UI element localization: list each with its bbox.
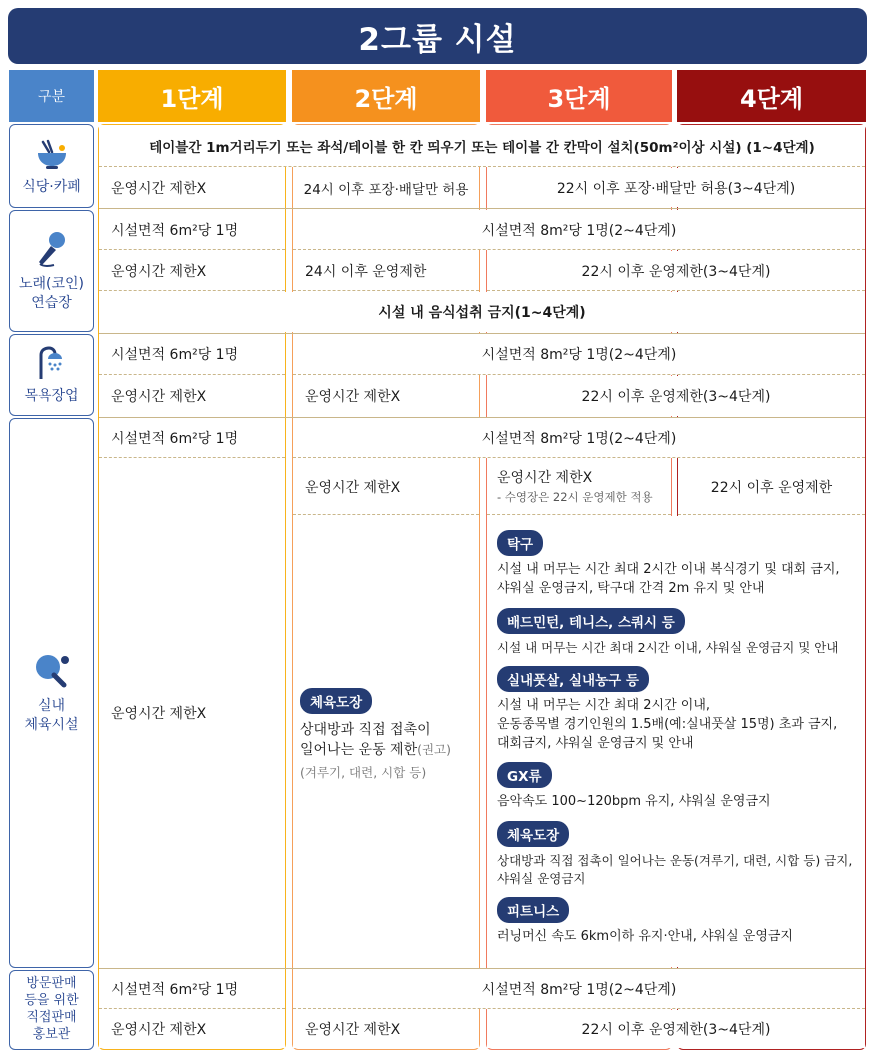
category-sales (9, 970, 94, 1050)
sports-hours-stage-3 (487, 459, 671, 515)
karaoke-hours-stage-2: 24시 이후 운영제한 (293, 251, 479, 291)
header-stage-2: 2단계 (292, 70, 480, 122)
karaoke-hours-stage-34: 22시 이후 운영제한(3~4단계) (487, 251, 865, 291)
category-bath (9, 334, 94, 416)
sports-hours-stage-1: 운영시간 제한X (99, 459, 285, 967)
karaoke-area-stage-24: 시설면적 8m²당 1명(2~4단계) (293, 210, 865, 250)
sports-item (497, 666, 865, 754)
sports-hours-stage-4: 22시 이후 운영제한 (678, 459, 865, 515)
sports-hours-stage-2: 운영시간 제한X (293, 459, 479, 515)
microphone-icon (34, 229, 70, 269)
cafe-hours-stage-2: 24시 이후 포장·배달만 허용 (293, 168, 479, 207)
sports-item (497, 530, 865, 599)
karaoke-hours-stage-1: 운영시간 제한X (99, 251, 285, 291)
category-karaoke (9, 210, 94, 332)
sports-item-text: 러닝머신 속도 6km이하 유지·안내, 샤워실 운영금지 (497, 929, 793, 945)
ping-pong-icon (32, 651, 72, 691)
sports-item (497, 608, 865, 657)
sports-item-badge: 피트니스 (497, 897, 569, 923)
karaoke-food-ban: 시설 내 음식섭취 금지(1~4단계) (99, 292, 865, 332)
sales-area-stage-24: 시설면적 8m²당 1명(2~4단계) (293, 969, 865, 1009)
sports-item-text: 음악속도 100~120bpm 유지, 샤워실 운영금지 (497, 794, 771, 810)
bath-area-stage-24: 시설면적 8m²당 1명(2~4단계) (293, 334, 865, 375)
header-gubun: 구분 (9, 70, 94, 122)
sports-stage-2-badge: 체육도장 (300, 688, 372, 714)
sports-item-badge: 탁구 (497, 530, 543, 556)
food-bowl-icon (34, 136, 70, 172)
sports-item-badge: GX류 (497, 762, 552, 788)
sports-area-stage-24: 시설면적 8m²당 1명(2~4단계) (293, 418, 865, 458)
bath-hours-stage-34: 22시 이후 운영제한(3~4단계) (487, 376, 865, 416)
shower-icon (35, 345, 69, 381)
sports-item-badge: 실내풋살, 실내농구 등 (497, 666, 649, 692)
sports-item-badge: 체육도장 (497, 821, 569, 847)
sports-area-stage-1: 시설면적 6m²당 1명 (99, 418, 285, 458)
sports-item-text: 시설 내 머무는 시간 최대 2시간 이내, 운동종목별 경기인원의 1.5배(예:실내풋살 15명) 초과 금지, 대회금지, 샤워실 운영금지 및 안내 (497, 697, 838, 751)
sales-hours-stage-1: 운영시간 제한X (99, 1010, 285, 1048)
category-karaoke-label: 노래(코인) 연습장 (18, 276, 85, 311)
sports-stage-2-text-main: 상대방과 직접 접촉이 일어나는 운동 제한 (300, 722, 431, 759)
category-sales-label: 방문판매 등을 위한 직접판매 홍보관 (24, 976, 79, 1042)
header-stage-1: 1단계 (98, 70, 286, 122)
sports-item-text: 상대방과 직접 접촉이 일어나는 운동(겨루기, 대련, 시합 등) 금지, 샤워실 운영금지 (497, 853, 853, 887)
sports-item (497, 821, 865, 888)
sports-stage-2-detail (300, 688, 478, 781)
cafe-distancing-rule: 테이블간 1m거리두기 또는 좌석/테이블 한 칸 띄우기 또는 테이블 간 칸막이 설치(50m²이상 시설) (1~4단계) (99, 125, 865, 167)
bath-area-stage-1: 시설면적 6m²당 1명 (99, 334, 285, 375)
category-bath-label: 목욕장업 (24, 387, 79, 404)
sales-hours-stage-2: 운영시간 제한X (293, 1010, 479, 1048)
sports-item-text: 시설 내 머무는 시간 최대 2시간 이내 복식경기 및 대회 금지, 샤워실 운영금지, 탁구대 간격 2m 유지 및 안내 (497, 562, 840, 596)
sports-item (497, 762, 865, 812)
bath-hours-stage-2: 운영시간 제한X (293, 376, 479, 416)
sports-stage-2-text (300, 720, 478, 761)
sports-hours-stage-3-label: 운영시간 제한X (497, 470, 593, 486)
header-stage-4: 4단계 (677, 70, 866, 122)
page-title: 2그룹 시설 (8, 8, 867, 64)
sports-stage-34-detail (487, 516, 865, 967)
header-stage-3: 3단계 (486, 70, 672, 122)
category-cafe (9, 124, 94, 208)
category-sports-label: 실내 체육시설 (24, 698, 79, 733)
row-divider (99, 208, 865, 209)
sports-pool-note: - 수영장은 22시 운영제한 적용 (497, 490, 653, 504)
sports-item (497, 897, 865, 947)
sports-stage-2-examples: (겨루기, 대련, 시합 등) (300, 764, 427, 780)
cafe-hours-stage-1: 운영시간 제한X (99, 168, 285, 207)
sports-item-text: 시설 내 머무는 시간 최대 2시간 이내, 샤워실 운영금지 및 안내 (497, 639, 839, 655)
karaoke-area-stage-1: 시설면적 6m²당 1명 (99, 210, 285, 250)
category-cafe-label: 식당·카페 (22, 178, 81, 195)
cafe-hours-stage-34: 22시 이후 포장·배달만 허용(3~4단계) (487, 168, 865, 207)
bath-hours-stage-1: 운영시간 제한X (99, 376, 285, 416)
category-sports (9, 418, 94, 968)
sports-item-badge: 배드민턴, 테니스, 스쿼시 등 (497, 608, 685, 634)
sales-hours-stage-34: 22시 이후 운영제한(3~4단계) (487, 1010, 865, 1048)
sports-stage-2-paren: (권고) (417, 742, 451, 758)
sales-area-stage-1: 시설면적 6m²당 1명 (99, 969, 285, 1009)
